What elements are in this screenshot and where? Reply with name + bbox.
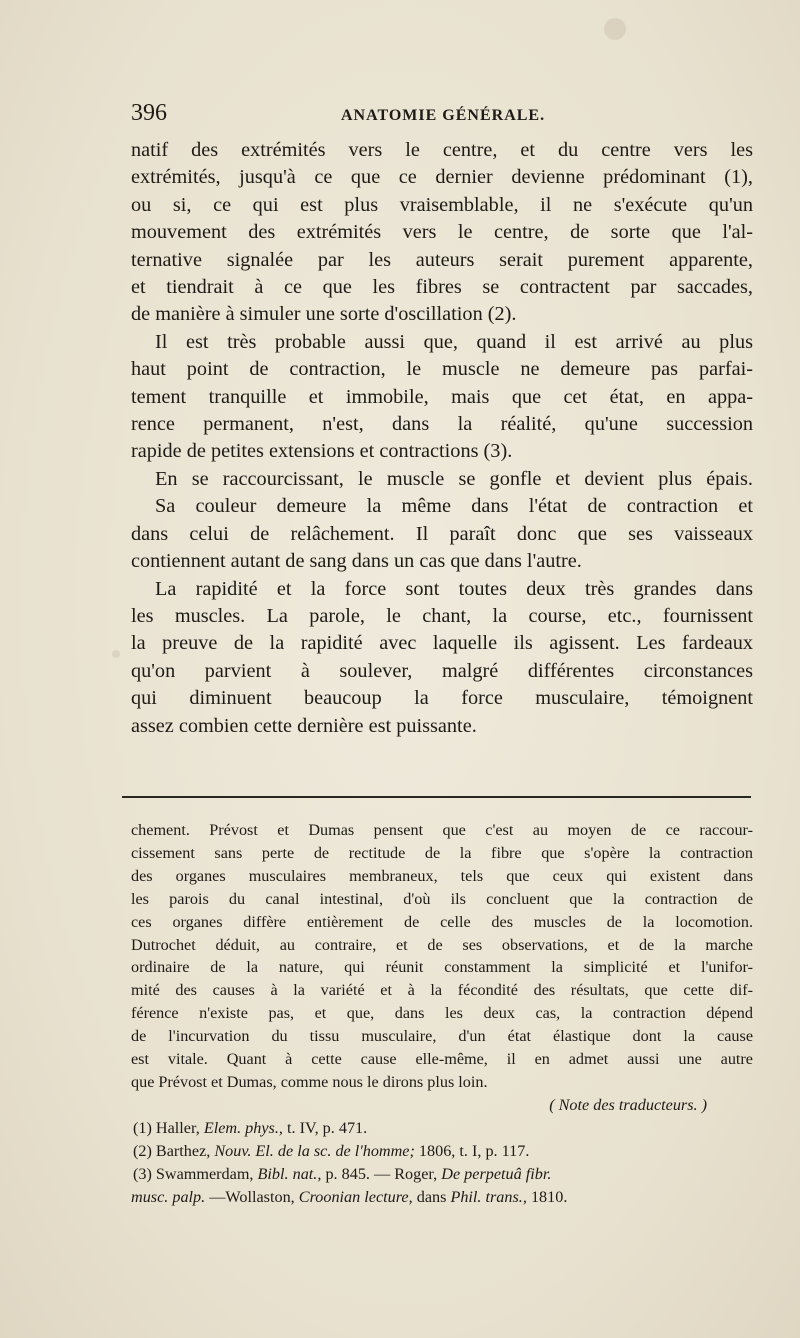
footnote-line: cissement sans perte de rectitude de la fibre que s'opère la contraction [131,843,753,862]
text-line: dans celui de relâchement. Il paraît donc que ses vaisseaux [131,522,753,545]
footnote-line: est vitale. Quant à cette cause elle-même, il en admet aussi une autre [131,1050,753,1069]
paper-stain [604,18,626,40]
text-line: les muscles. La parole, le chant, la course, etc., fournissent [131,604,753,627]
ref-mark: (1) [133,1118,152,1137]
text-line: Sa couleur demeure la même dans l'état de contraction et [155,495,753,518]
ref-title: Nouv. El. de la sc. de l'homme; [214,1141,415,1160]
text-line: La rapidité et la force sont toutes deux très grandes dans [155,577,753,600]
text-line: ternative signalée par les auteurs serait purement apparente, [131,248,753,271]
ref-title: musc. palp. [131,1187,206,1206]
text-line: extrémités, jusqu'à ce que ce dernier devienne prédominant (1), [131,166,753,189]
footnote-line: férence n'existe pas, et que, dans les deux cas, la contraction dépend [131,1004,753,1023]
footnote-rule [122,796,751,798]
text-line: Il est très probable aussi que, quand il est arrivé au plus [155,330,753,353]
ref-mark: (3) [133,1164,152,1183]
footnote-line: que Prévost et Dumas, comme nous le dirons plus loin. [131,1072,488,1091]
footnote-line: chement. Prévost et Dumas pensent que c'est au moyen de ce raccour- [131,821,753,839]
ref-location: p. 845. — Roger, [325,1164,438,1183]
ref-author: Swammerdam, [155,1164,254,1183]
text-line: rapide de petites extensions et contractions (3). [131,440,513,463]
text-line: mouvement des extrémités vers le centre, de sorte que l'al- [131,221,753,244]
ref-location: t. IV, p. 471. [286,1118,368,1137]
ref-mark: (2) [133,1141,152,1160]
ref-title: Phil. trans., [450,1187,527,1206]
ref-title: Croonian lecture, [298,1187,413,1206]
footnote-line: de l'incurvation du tissu musculaire, d'un état élastique dont la cause [131,1027,753,1046]
translators-note: ( Note des traducteurs. ) [549,1095,707,1114]
text-line: En se raccourcissant, le muscle se gonfle et devient plus épais. [155,467,753,490]
text-line: de manière à simuler une sorte d'oscillation (2). [131,303,517,326]
text-line: la preuve de la rapidité avec laquelle ils agissent. Les fardeaux [131,632,753,655]
page-number: 396 [131,100,167,126]
running-head: ANATOMIE GÉNÉRALE. [341,107,546,124]
page-header [131,98,753,134]
footnote-ref-1 [131,1117,753,1140]
ref-author: Haller, [155,1118,200,1137]
ref-location: 1810. [530,1187,568,1206]
text-line: natif des extrémités vers le centre, et du centre vers les [131,139,753,161]
paragraph [131,137,753,329]
footnote-line: ces organes diffère entièrement de celle des muscles de la locomotion. [131,912,753,931]
ref-text: dans [416,1187,447,1206]
footnote-ref-3 [131,1163,753,1186]
text-line: et tiendrait à ce que les fibres se contractent par saccades, [131,276,753,299]
paragraph [131,493,753,575]
paragraph [131,329,753,466]
ref-author: Barthez, [155,1141,211,1160]
paper-stain [112,650,120,658]
footnotes [131,819,753,1208]
ref-title: De perpetuâ fibr. [441,1164,552,1183]
footnote-line: ordinaire de la nature, qui réunit constamment la simplicité et l'unifor- [131,958,753,977]
text-line: assez combien cette dernière est puissante. [131,714,477,737]
footnote-line: les parois du canal intestinal, d'où ils concluent que la contraction de [131,889,753,908]
text-line: qui diminuent beaucoup la force musculaire, témoignent [131,687,753,710]
ref-title: Elem. phys., [203,1118,283,1137]
paragraph [131,466,753,493]
ref-location: 1806, t. I, p. 117. [418,1141,530,1160]
text-line: ou si, ce qui est plus vraisemblable, il ne s'exécute qu'un [131,193,753,216]
footnote-line: des organes musculaires membraneux, tels que ceux qui existent dans [131,866,753,885]
main-text [131,137,753,740]
footnote-line: Dutrochet déduit, au contraire, et de ses observations, et de la marche [131,935,753,954]
ref-author: —Wollaston, [209,1187,295,1206]
ref-title: Bibl. nat., [257,1164,322,1183]
footnote-ref-2 [131,1140,753,1163]
footnote-ref-3-cont [131,1186,753,1209]
text-line: qu'on parvient à soulever, malgré différentes circonstances [131,659,753,682]
text-line: rence permanent, n'est, dans la réalité, qu'une succession [131,413,753,436]
text-line: contiennent autant de sang dans un cas que dans l'autre. [131,550,582,573]
text-line: tement tranquille et immobile, mais que cet état, en appa- [131,385,753,408]
text-line: haut point de contraction, le muscle ne demeure pas parfai- [131,358,753,381]
footnote-line: mité des causes à la variété et à la fécondité des résultats, que cette dif- [131,981,753,1000]
paragraph [131,576,753,740]
